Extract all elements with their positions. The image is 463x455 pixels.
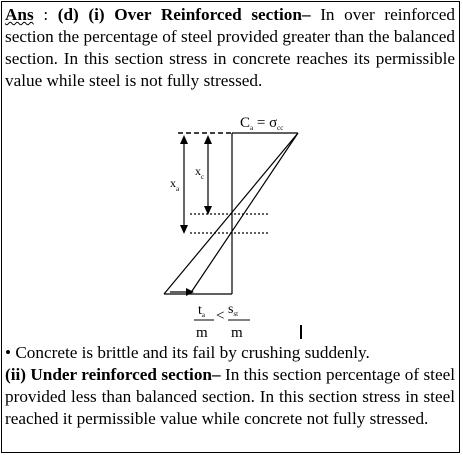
less-than: < — [216, 308, 225, 324]
xa-label: $x_a$ — [170, 176, 180, 193]
xa-arrow-head-bottom — [180, 225, 188, 234]
modular-ratio-1: m — [196, 325, 208, 341]
over-reinforced-paragraph — [5, 4, 455, 92]
text-cursor — [300, 325, 302, 339]
xa-arrow-head-top — [180, 135, 188, 144]
ans-label: Ans — [5, 5, 34, 24]
over-reinforced-body: In over reinforced section the percentage of steel provided greater than the balanced section. In this section stress in concrete reaches its permissible value while steel is not fully stressed. — [5, 5, 455, 90]
stress-diagram — [0, 110, 463, 342]
xc-label: $x_c$ — [195, 164, 205, 181]
compression-label: $C_a = \sigma_{cc}$ — [240, 115, 284, 132]
modular-ratio-2: m — [231, 325, 243, 341]
over-reinforced-heading: (d) (i) Over Reinforced section– — [57, 5, 311, 24]
bullet-text: Concrete is brittle and its fail by crushing suddenly. — [11, 343, 370, 362]
xc-arrow-head-top — [204, 135, 212, 144]
sst-label: $s_{st}$ — [228, 302, 239, 318]
bullet-symbol: • — [5, 343, 12, 362]
under-reinforced-paragraph — [5, 342, 455, 430]
ans-colon: : — [33, 5, 58, 24]
under-reinforced-body: In this section percentage of steel provided less than balanced section. In this section stress in steel reached it permissible value while concrete not fully stressed. — [5, 365, 455, 428]
ta-label: $t_a$ — [198, 303, 205, 319]
under-reinforced-heading: (ii) Under reinforced section– — [5, 365, 221, 384]
